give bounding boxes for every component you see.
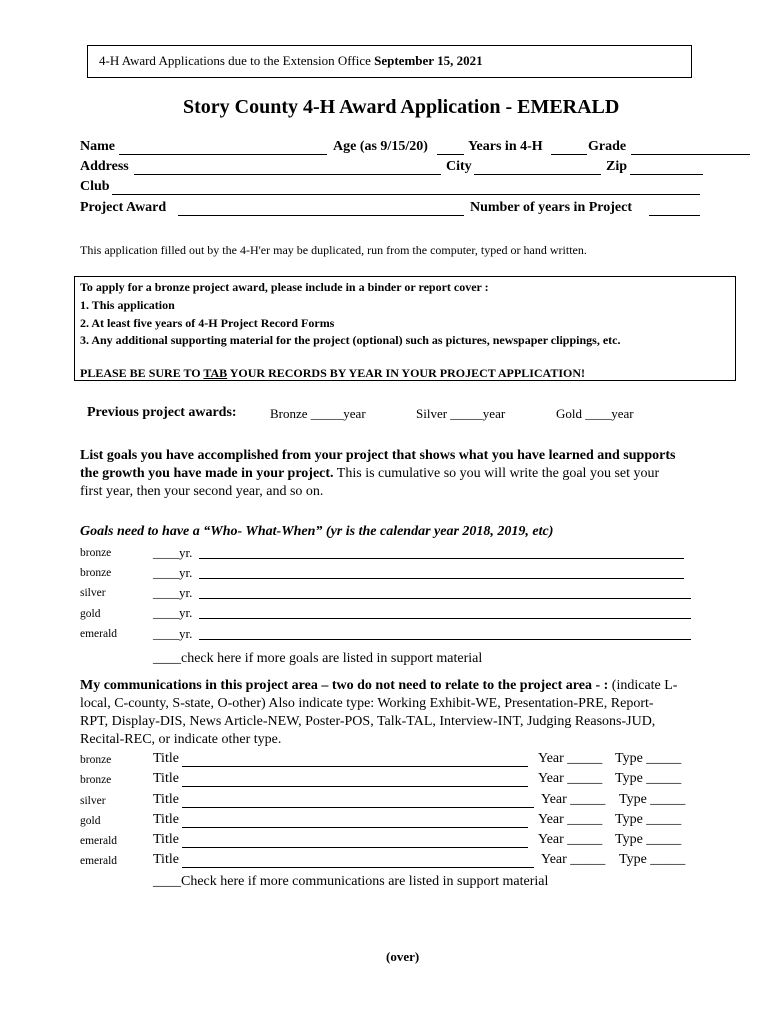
goal-level: gold — [80, 608, 101, 620]
comm-intro-line4: Recital-REC, or indicate other type. — [80, 732, 282, 747]
comm-type[interactable]: Type _____ — [615, 771, 682, 786]
name-field[interactable] — [119, 154, 327, 155]
comm-title-label: Title — [153, 751, 179, 766]
comm-title-label: Title — [153, 771, 179, 786]
tab-warning: PLEASE BE SURE TO TAB YOUR RECORDS BY YEAR IN YOUR PROJECT APPLICATION! — [80, 366, 585, 380]
comm-year[interactable]: Year _____ — [541, 792, 606, 807]
apply-intro: To apply for a bronze project award, please include in a binder or report cover : — [80, 280, 489, 294]
page-footer: (over) — [386, 949, 420, 964]
comm-level: silver — [80, 795, 106, 807]
grade-field[interactable] — [631, 154, 750, 155]
apply-item: 1. This application — [80, 298, 175, 312]
age-label: Age (as 9/15/20) — [333, 139, 428, 154]
comm-intro-line1: My communications in this project area – two do not need to relate to the project area - : (indicate L- — [80, 678, 678, 693]
goals-heading: Goals need to have a “Who- What-When” (yr is the calendar year 2018, 2019, etc) — [80, 524, 554, 539]
comm-year[interactable]: Year _____ — [541, 852, 606, 867]
comm-title-field[interactable] — [182, 786, 528, 787]
goal-prefix: ____yr. — [153, 565, 193, 580]
zip-field[interactable] — [630, 174, 703, 175]
comm-title-field[interactable] — [182, 766, 528, 767]
comm-intro-line2: local, C-county, S-state, O-other) Also indicate type: Working Exhibit-WE, Presentation-PRE, Report- — [80, 696, 654, 711]
comm-intro-line3: RPT, Display-DIS, News Article-NEW, Poster-POS, Talk-TAL, Interview-INT, Judging Reasons-JUD, — [80, 714, 656, 729]
comm-title-label: Title — [153, 852, 179, 867]
years-in-4h-field[interactable] — [551, 154, 587, 155]
goal-prefix: ____yr. — [153, 545, 193, 560]
comm-level: gold — [80, 815, 101, 827]
goal-prefix: ____yr. — [153, 626, 193, 641]
comm-title-field[interactable] — [182, 827, 528, 828]
comm-type[interactable]: Type _____ — [615, 832, 682, 847]
comm-level: bronze — [80, 774, 112, 786]
project-award-field[interactable] — [178, 215, 464, 216]
comm-title-label: Title — [153, 832, 179, 847]
address-field[interactable] — [134, 174, 441, 175]
due-notice: 4-H Award Applications due to the Extension Office September 15, 2021 — [99, 53, 483, 68]
club-label: Club — [80, 179, 110, 194]
comm-type[interactable]: Type _____ — [615, 812, 682, 827]
comm-title-field[interactable] — [182, 867, 534, 868]
goal-field[interactable] — [199, 558, 684, 559]
city-field[interactable] — [474, 174, 601, 175]
num-years-label: Number of years in Project — [470, 200, 632, 215]
goal-level: silver — [80, 587, 106, 599]
comm-title-field[interactable] — [182, 847, 528, 848]
num-years-field[interactable] — [649, 215, 700, 216]
years-in-4h-label: Years in 4-H — [468, 139, 543, 154]
goals-intro-line1: List goals you have accomplished from your project that shows what you have learned and supports — [80, 448, 676, 463]
goal-prefix: ____yr. — [153, 585, 193, 600]
comm-year[interactable]: Year _____ — [538, 771, 603, 786]
previous-awards-label: Previous project awards: — [87, 405, 237, 420]
comm-title-label: Title — [153, 812, 179, 827]
goal-field[interactable] — [199, 578, 684, 579]
goal-level: bronze — [80, 547, 112, 559]
apply-item: 3. Any additional supporting material for the project (optional) such as pictures, newspaper clippings, etc. — [80, 333, 621, 347]
comm-type[interactable]: Type _____ — [619, 792, 686, 807]
goals-more-check[interactable]: ____check here if more goals are listed in support material — [153, 651, 483, 666]
comm-type[interactable]: Type _____ — [619, 852, 686, 867]
goals-intro-line2: the growth you have made in your project. This is cumulative so you will write the goal you set your — [80, 466, 660, 481]
previous-bronze[interactable]: Bronze _____year — [270, 406, 366, 421]
comm-year[interactable]: Year _____ — [538, 832, 603, 847]
club-field[interactable] — [112, 194, 700, 195]
grade-label: Grade — [588, 139, 627, 154]
comm-level: emerald — [80, 855, 118, 867]
name-label: Name — [80, 139, 115, 154]
goals-intro-line3: first year, then your second year, and so on. — [80, 484, 324, 499]
comm-year[interactable]: Year _____ — [538, 751, 603, 766]
comm-year[interactable]: Year _____ — [538, 812, 603, 827]
page-title: Story County 4-H Award Application - EMERALD — [183, 96, 620, 118]
project-award-label: Project Award — [80, 200, 167, 215]
previous-silver[interactable]: Silver _____year — [416, 406, 506, 421]
comm-more-check[interactable]: ____Check here if more communications are listed in support material — [153, 874, 549, 889]
city-label: City — [446, 159, 472, 174]
comm-type[interactable]: Type _____ — [615, 751, 682, 766]
goal-prefix: ____yr. — [153, 605, 193, 620]
comm-title-field[interactable] — [182, 807, 534, 808]
goal-field[interactable] — [199, 618, 691, 619]
goal-field[interactable] — [199, 598, 691, 599]
zip-label: Zip — [606, 159, 628, 174]
goal-level: emerald — [80, 628, 118, 640]
previous-gold[interactable]: Gold ____year — [556, 406, 634, 421]
address-label: Address — [80, 159, 129, 174]
duplication-note: This application filled out by the 4-H'er may be duplicated, run from the computer, typed or hand written. — [80, 243, 587, 257]
comm-level: emerald — [80, 835, 118, 847]
goal-level: bronze — [80, 567, 112, 579]
comm-level: bronze — [80, 754, 112, 766]
goal-field[interactable] — [199, 639, 691, 640]
comm-title-label: Title — [153, 792, 179, 807]
apply-item: 2. At least five years of 4-H Project Record Forms — [80, 316, 335, 330]
age-field[interactable] — [437, 154, 464, 155]
